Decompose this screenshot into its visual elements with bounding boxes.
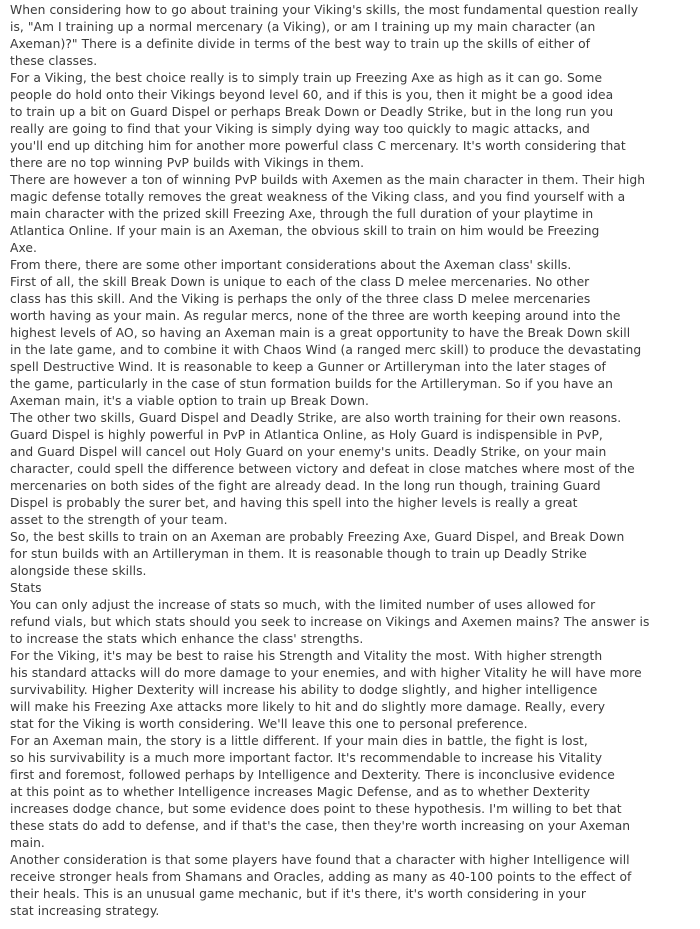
text-line: in the late game, and to combine it with Chaos Wind (a ranged merc skill) to produce the devastating: [10, 343, 642, 357]
text-line: stat increasing strategy.: [10, 904, 160, 918]
text-line: really are going to find that your Viking is simply dying way too quickly to magic attacks, and: [10, 122, 590, 136]
text-line: So, the best skills to train on an Axeman are probably Freezing Axe, Guard Dispel, and Break Down: [10, 530, 625, 544]
text-line: For a Viking, the best choice really is to simply train up Freezing Axe as high as it can go. Some: [10, 71, 603, 85]
text-line: the game, particularly in the case of stun formation builds for the Artilleryman. So if you have an: [10, 377, 613, 391]
text-line: alongside these skills.: [10, 564, 147, 578]
text-line: Dispel is probably the surer bet, and having this spell into the higher levels is really a great: [10, 496, 578, 510]
text-line: main character with the prized skill Freezing Axe, through the full duration of your playtime in: [10, 207, 594, 221]
text-line: Another consideration is that some players have found that a character with higher Intelligence will: [10, 853, 630, 867]
text-line: highest levels of AO, so having an Axeman main is a great opportunity to have the Break Down skill: [10, 326, 631, 340]
text-line: these stats do add to defense, and if that's the case, then they're worth increasing on your Axeman: [10, 819, 631, 833]
text-line: refund vials, but which stats should you seek to increase on Vikings and Axemen mains? The answer is: [10, 615, 650, 629]
text-line: When considering how to go about training your Viking's skills, the most fundamental question really: [10, 3, 639, 17]
section-heading-stats: Stats: [10, 581, 42, 595]
text-line: class has this skill. And the Viking is perhaps the only of the three class D melee mercenaries: [10, 292, 591, 306]
text-line: first and foremost, followed perhaps by Intelligence and Dexterity. There is inconclusive evidence: [10, 768, 615, 782]
text-line: Axeman)?" There is a definite divide in terms of the best way to train up the skills of either of: [10, 37, 591, 51]
text-line: for stun builds with an Artilleryman in them. It is reasonable though to train up Deadly Strike: [10, 547, 587, 561]
text-line: asset to the strength of your team.: [10, 513, 228, 527]
text-line: people do hold onto their Vikings beyond level 60, and if this is you, then it might be a good idea: [10, 88, 614, 102]
text-line: you'll end up ditching him for another more powerful class C mercenary. It's worth considering that: [10, 139, 626, 153]
text-line: For an Axeman main, the story is a little different. If your main dies in battle, the fight is lost,: [10, 734, 588, 748]
text-line: to train up a bit on Guard Dispel or perhaps Break Down or Deadly Strike, but in the long run you: [10, 105, 614, 119]
text-line: his standard attacks will do more damage to your enemies, and with higher Vitality he will have more: [10, 666, 642, 680]
text-line: Guard Dispel is highly powerful in PvP in Atlantica Online, as Holy Guard is indispensible in PvP,: [10, 428, 603, 442]
text-line: mercenaries on both sides of the fight are already dead. In the long run though, training Guard: [10, 479, 601, 493]
text-line: these classes.: [10, 54, 98, 68]
text-line: so his survivability is a much more important factor. It's recommendable to increase his Vitality: [10, 751, 603, 765]
text-line: stat for the Viking is worth considering. We'll leave this one to personal preference.: [10, 717, 528, 731]
text-line: worth having as your main. As regular mercs, none of the three are worth keeping around into the: [10, 309, 621, 323]
text-line: at this point as to whether Intelligence increases Magic Defense, and as to whether Dexterity: [10, 785, 591, 799]
text-line: will make his Freezing Axe attacks more likely to hit and do slightly more damage. Really, every: [10, 700, 606, 714]
text-line: and Guard Dispel will cancel out Holy Guard on your enemy's units. Deadly Strike, on your main: [10, 445, 607, 459]
text-line: survivability. Higher Dexterity will increase his ability to dodge slightly, and higher intelligence: [10, 683, 598, 697]
text-line: For the Viking, it's may be best to raise his Strength and Vitality the most. With higher strength: [10, 649, 603, 663]
text-line: There are however a ton of winning PvP builds with Axemen as the main character in them. Their high: [10, 173, 646, 187]
text-line: The other two skills, Guard Dispel and Deadly Strike, are also worth training for their own reasons.: [10, 411, 622, 425]
text-line: their heals. This is an unusual game mechanic, but if it's there, it's worth considering in your: [10, 887, 586, 901]
text-line: increases dodge chance, but some evidence does point to these hypothesis. I'm willing to bet that: [10, 802, 622, 816]
text-line: spell Destructive Wind. It is reasonable to keep a Gunner or Artilleryman into the later stages of: [10, 360, 606, 374]
text-line: First of all, the skill Break Down is unique to each of the class D melee mercenaries. No other: [10, 275, 590, 289]
text-line: receive stronger heals from Shamans and Oracles, adding as many as 40-100 points to the effect of: [10, 870, 632, 884]
text-line: to increase the stats which enhance the class' strengths.: [10, 632, 364, 646]
text-line: From there, there are some other important considerations about the Axeman class' skills.: [10, 258, 572, 272]
text-line: You can only adjust the increase of stats so much, with the limited number of uses allowed for: [10, 598, 596, 612]
text-line: magic defense totally removes the great weakness of the Viking class, and you find yourself with a: [10, 190, 626, 204]
text-line: there are no top winning PvP builds with Vikings in them.: [10, 156, 365, 170]
text-line: Atlantica Online. If your main is an Axeman, the obvious skill to train on him would be Freezing: [10, 224, 600, 238]
text-line: main.: [10, 836, 45, 850]
text-line: Axeman main, it's a viable option to train up Break Down.: [10, 394, 369, 408]
text-line: is, "Am I training up a normal mercenary (a Viking), or am I training up my main character (an: [10, 20, 596, 34]
text-line: character, could spell the difference between victory and defeat in close matches where most of the: [10, 462, 635, 476]
text-line: Axe.: [10, 241, 37, 255]
